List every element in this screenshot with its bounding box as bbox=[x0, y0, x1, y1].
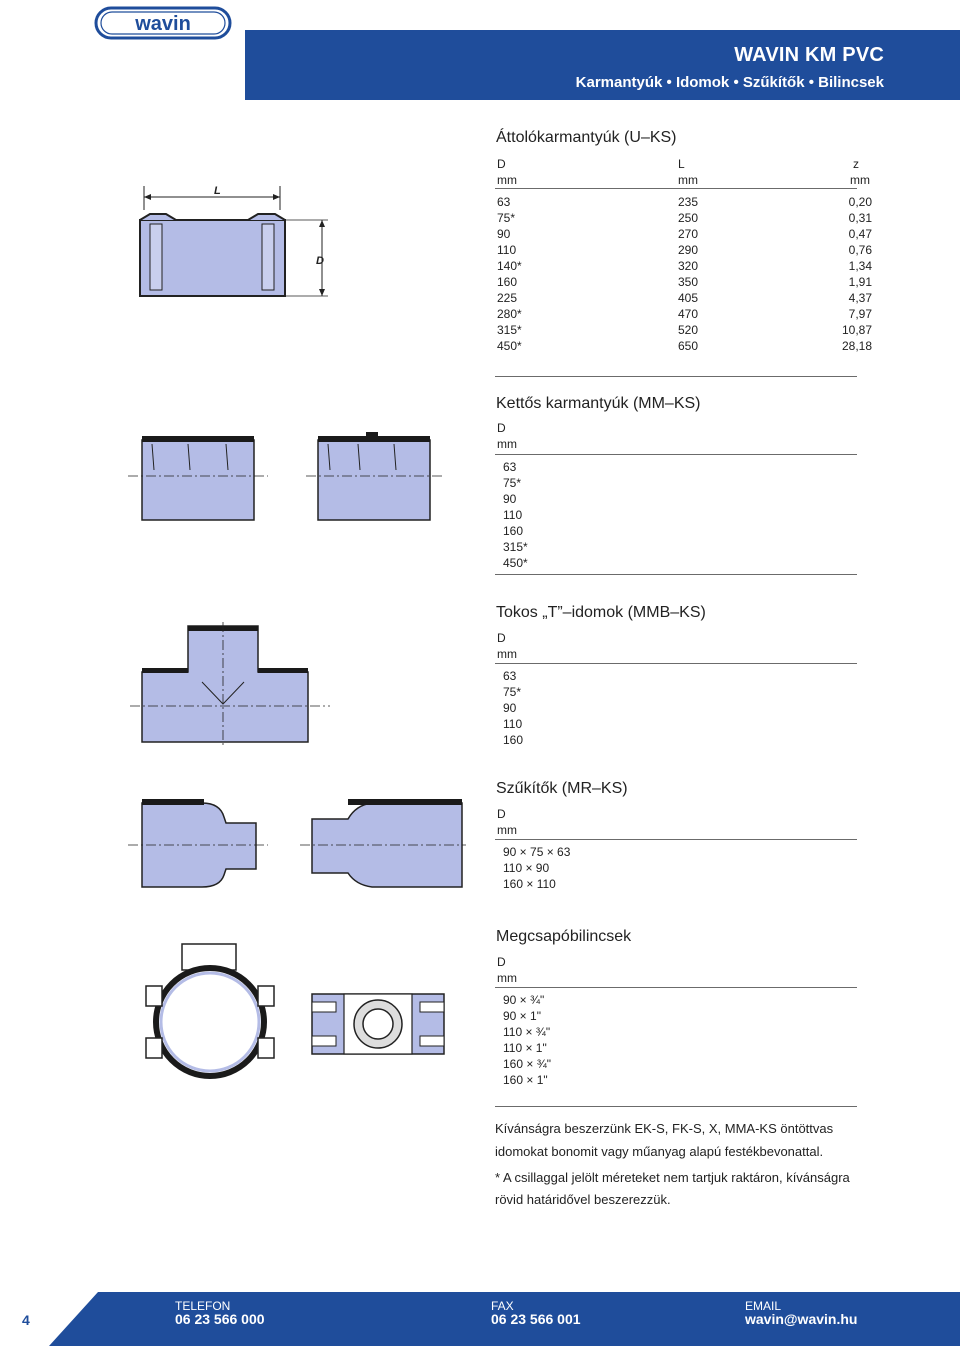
clamp-top-drawing bbox=[308, 988, 448, 1060]
wavin-logo bbox=[94, 6, 232, 40]
label-diameter: D bbox=[316, 255, 324, 267]
col-unit-d: mm bbox=[497, 173, 517, 187]
u-ks-drawing bbox=[130, 180, 340, 302]
table-cell: 280* bbox=[497, 307, 522, 321]
table-cell: 160 bbox=[503, 733, 524, 747]
table-cell: 140* bbox=[497, 259, 522, 273]
table-cell: 160 × 110 bbox=[503, 877, 556, 891]
table-cell: 160 × ¾" bbox=[503, 1057, 551, 1071]
divider bbox=[495, 839, 857, 840]
table-cell: 235 bbox=[678, 195, 699, 209]
table-cell: 10,87 bbox=[841, 323, 872, 337]
table-cell: 90 bbox=[503, 701, 517, 715]
col-header-d: D bbox=[497, 631, 506, 645]
table-cell: 90 × ¾" bbox=[503, 993, 545, 1007]
col-unit-l: mm bbox=[678, 173, 698, 187]
phone-number: 06 23 566 000 bbox=[175, 1311, 265, 1327]
col-header-z: z bbox=[853, 157, 859, 171]
section-title-mm-ks: Kettős karmantyúk (MM–KS) bbox=[496, 395, 701, 412]
table-cell: 0,47 bbox=[848, 227, 872, 241]
divider bbox=[495, 574, 857, 575]
table-cell: 650 bbox=[678, 339, 699, 353]
table-cell: 160 × 1" bbox=[503, 1073, 548, 1087]
table-cell: 75* bbox=[503, 476, 522, 490]
table-cell: 90 × 1" bbox=[503, 1009, 541, 1023]
table-cell: 160 bbox=[503, 524, 524, 538]
col-header-d: D bbox=[497, 955, 506, 969]
table-cell: 110 × ¾" bbox=[503, 1025, 551, 1039]
divider bbox=[495, 987, 857, 988]
page-subtitle: Karmantyúk • Idomok • Szűkítők • Bilincsek bbox=[575, 74, 884, 91]
table-cell: 0,76 bbox=[848, 243, 872, 257]
col-unit-d: mm bbox=[497, 971, 517, 985]
note-line: rövid határidővel beszerezzük. bbox=[495, 1192, 671, 1207]
table-cell: 90 bbox=[497, 227, 511, 241]
email-label: EMAIL bbox=[745, 1299, 782, 1313]
table-cell: 110 bbox=[503, 508, 523, 522]
table-cell: 110 × 1" bbox=[503, 1041, 547, 1055]
mr-ks-drawing bbox=[128, 795, 468, 891]
note-line: Kívánságra beszerzünk EK-S, FK-S, X, MMA-KS öntöttvas bbox=[495, 1121, 834, 1136]
note-line: idomokat bonomit vagy műanyag alapú festékbevonattal. bbox=[495, 1144, 824, 1159]
col-header-d: D bbox=[497, 421, 506, 435]
table-cell: 0,20 bbox=[848, 195, 872, 209]
logo-text: wavin bbox=[135, 13, 191, 35]
note-line: * A csillaggal jelölt méreteket nem tartjuk raktáron, kívánságra bbox=[495, 1170, 850, 1185]
table-cell: 75* bbox=[497, 211, 516, 225]
col-unit-z: mm bbox=[850, 173, 870, 187]
table-cell: 7,97 bbox=[848, 307, 872, 321]
section-title-clamps: Megcsapóbilincsek bbox=[496, 928, 632, 945]
table-cell: 63 bbox=[503, 669, 517, 683]
table-cell: 315* bbox=[497, 323, 522, 337]
page-number: 4 bbox=[22, 1312, 30, 1328]
fax-label: FAX bbox=[491, 1299, 514, 1313]
divider bbox=[495, 454, 857, 455]
col-header-l: L bbox=[678, 157, 685, 171]
table-cell: 63 bbox=[503, 460, 517, 474]
mmb-ks-drawing bbox=[130, 622, 340, 748]
divider bbox=[495, 188, 857, 189]
table-cell: 1,91 bbox=[848, 275, 872, 289]
table-cell: 315* bbox=[503, 540, 528, 554]
table-cell: 0,31 bbox=[848, 211, 872, 225]
clamp-side-drawing bbox=[140, 940, 280, 1090]
table-cell: 290 bbox=[678, 243, 699, 257]
table-cell: 450* bbox=[497, 339, 522, 353]
table-cell: 28,18 bbox=[841, 339, 872, 353]
col-unit-d: mm bbox=[497, 647, 517, 661]
table-cell: 225 bbox=[497, 291, 518, 305]
phone-label: TELEFON bbox=[175, 1299, 231, 1313]
section-title-u-ks: Áttolókarmantyúk (U–KS) bbox=[496, 129, 677, 146]
table-cell: 350 bbox=[678, 275, 699, 289]
col-header-d: D bbox=[497, 807, 506, 821]
table-cell: 470 bbox=[678, 307, 699, 321]
divider bbox=[495, 1106, 857, 1107]
page-title: WAVIN KM PVC bbox=[734, 44, 884, 66]
table-cell: 90 bbox=[503, 492, 517, 506]
table-cell: 270 bbox=[678, 227, 699, 241]
table-cell: 1,34 bbox=[848, 259, 872, 273]
table-cell: 90 × 75 × 63 bbox=[503, 845, 571, 859]
table-cell: 520 bbox=[678, 323, 699, 337]
email-link[interactable]: wavin@wavin.hu bbox=[745, 1311, 858, 1327]
table-cell: 250 bbox=[678, 211, 699, 225]
table-cell: 110 × 90 bbox=[503, 861, 550, 875]
table-cell: 320 bbox=[678, 259, 699, 273]
col-unit-d: mm bbox=[497, 437, 517, 451]
mm-ks-drawing bbox=[128, 430, 448, 522]
table-cell: 4,37 bbox=[848, 291, 872, 305]
col-unit-d: mm bbox=[497, 823, 517, 837]
table-cell: 405 bbox=[678, 291, 699, 305]
table-cell: 110 bbox=[503, 717, 523, 731]
fax-number: 06 23 566 001 bbox=[491, 1311, 581, 1327]
section-title-mr-ks: Szűkítők (MR–KS) bbox=[496, 780, 628, 797]
table-cell: 63 bbox=[497, 195, 511, 209]
col-header-d: D bbox=[497, 157, 506, 171]
table-cell: 75* bbox=[503, 685, 522, 699]
table-cell: 450* bbox=[503, 556, 528, 570]
label-length: L bbox=[214, 185, 221, 197]
divider bbox=[495, 376, 857, 377]
table-cell: 110 bbox=[497, 243, 517, 257]
section-title-mmb-ks: Tokos „T”–idomok (MMB–KS) bbox=[496, 604, 706, 621]
divider bbox=[495, 663, 857, 664]
table-cell: 160 bbox=[497, 275, 518, 289]
